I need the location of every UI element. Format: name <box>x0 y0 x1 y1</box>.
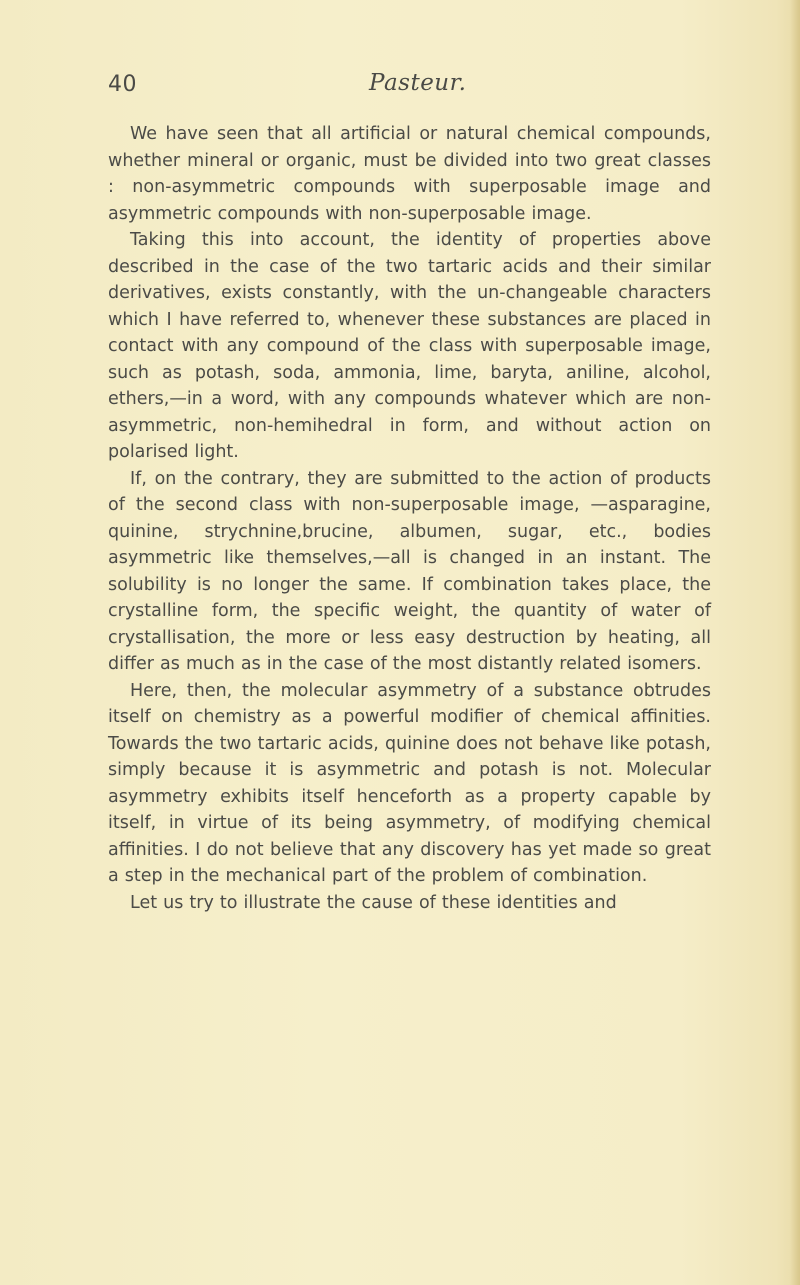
paragraph: We have seen that all artificial or natural chemical compounds, whether mineral or organic, must be divided into two great classes : non-asymmetric compounds with superposable image and asymmetric compounds with non-superposable image. <box>108 124 711 224</box>
paragraph: If, on the contrary, they are submitted to the action of products of the second class with non-superposable image, —asparagine, quinine, strychnine,brucine, albumen, sugar, etc., bodies asymmetric like themselves,—all is changed in an instant. The solubility is no longer the same. If combination takes place, the crystalline form, the specific weight, the quantity of water of crystallisation, the more or less easy destruction by heating, all differ as much as in the case of the most distantly related isomers. <box>108 468 711 674</box>
page-edge-shadow <box>790 0 800 1285</box>
paragraph: Let us try to illustrate the cause of these identities and <box>130 892 617 913</box>
running-head: Pasteur. <box>369 70 467 96</box>
page-number: 40 <box>108 72 137 97</box>
paragraph: Taking this into account, the identity of properties above described in the case of the two tartaric acids and their similar derivatives, exists constantly, with the un-changeable characters which I have referred to, whenever these substances are placed in contact with any compound of the class with superposable image, such as potash, soda, ammonia, lime, baryta, aniline, alcohol, ethers,—in a word, with any compounds whatever which are non-asymmetric, non-hemihedral in form, and without action on polarised light. <box>108 230 711 462</box>
paragraph: Here, then, the molecular asymmetry of a substance obtrudes itself on chemistry as a powerful modifier of chemical affinities. Towards the two tartaric acids, quinine does not behave like potash, simply because it is asymmetric and potash is not. Molecular asymmetry exhibits itself henceforth as a property capable by itself, in virtue of its being asymmetry, of modifying chemical affinities. I do not believe that any discovery has yet made so great a step in the mechanical part of the problem of combination. <box>108 680 711 886</box>
page-header <box>108 72 708 108</box>
body-text <box>108 121 711 916</box>
